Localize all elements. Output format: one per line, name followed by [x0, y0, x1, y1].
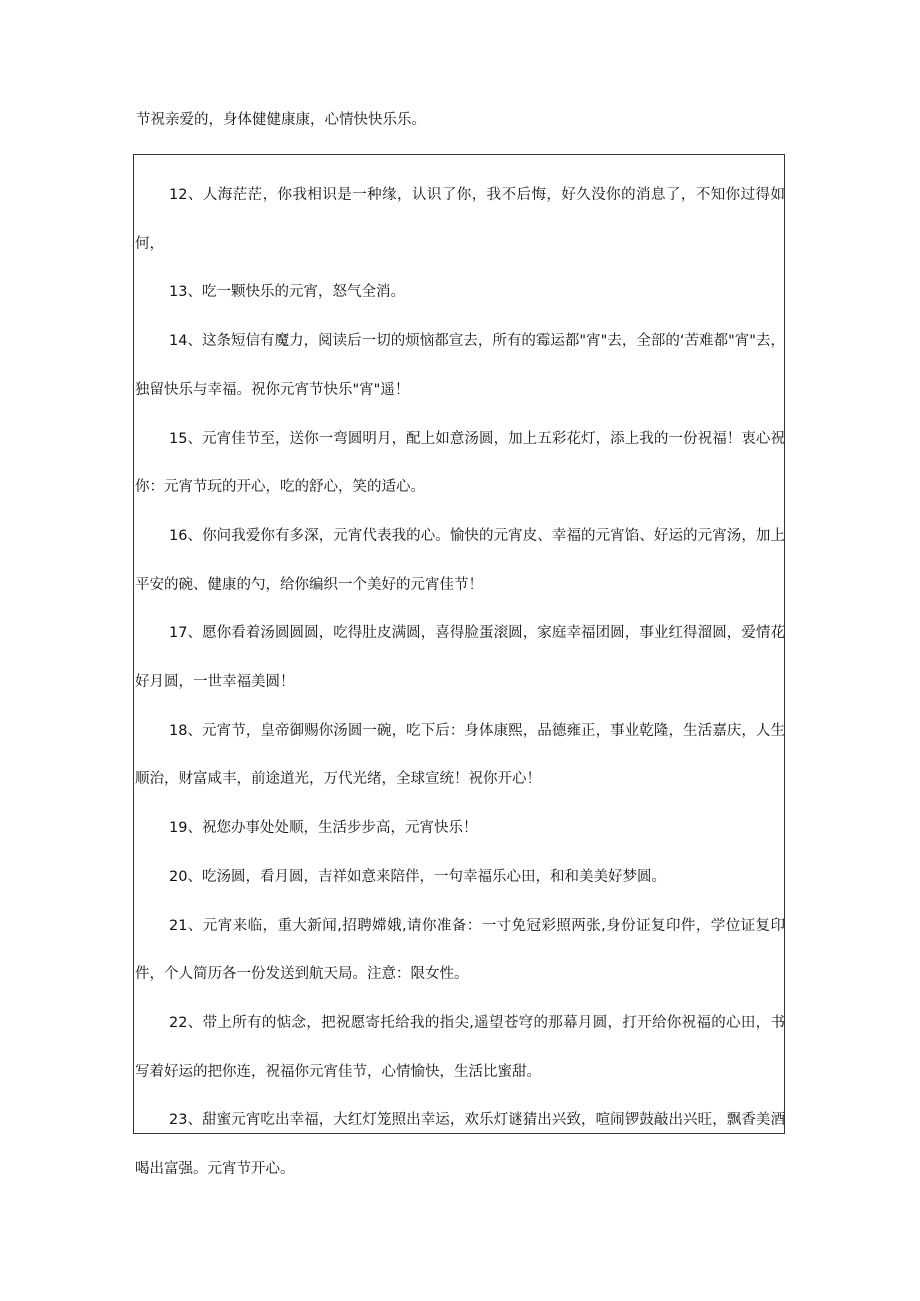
paragraph-13: 13、吃一颗快乐的元宵，怒气全消。 [169, 284, 405, 301]
content-box [133, 154, 785, 1178]
paragraph-list [135, 171, 785, 1194]
paragraph-16: 16、你问我爱你有多深，元宵代表我的心。愉快的元宵皮、幸福的元宵馅、好运的元宵汤，加上平安的碗、健康的勺，给你编织一个美好的元宵佳节！ [135, 527, 785, 593]
paragraph-22: 22、带上所有的惦念，把祝愿寄托给我的指尖,遥望苍穹的那幕月圆，打开给你祝福的心田，书写着好运的把你连，祝福你元宵佳节，心情愉快，生活比蜜甜。 [135, 1014, 785, 1080]
paragraph-21: 21、元宵来临，重大新闻,招聘嫦娥,请你准备：一寸免冠彩照两张,身份证复印件，学位证复印件，个人简历各一份发送到航天局。注意：限女性。 [135, 917, 785, 983]
paragraph-23: 23、甜蜜元宵吃出幸福，大红灯笼照出幸运，欢乐灯谜猜出兴致，喧闹锣鼓敲出兴旺，飘香美酒喝出富强。元宵节开心。 [135, 1112, 785, 1178]
paragraph-19: 19、祝您办事处处顺，生活步步高，元宵快乐！ [169, 820, 478, 837]
leading-text-line: 节祝亲爱的，身体健健康康，心情快快乐乐。 [136, 112, 426, 128]
paragraph-18: 18、元宵节，皇帝御赐你汤圆一碗，吃下后：身体康熙，品德雍正，事业乾隆，生活嘉庆，人生顺治，财富咸丰，前途道光，万代光绪，全球宣统！祝你开心！ [135, 722, 785, 788]
paragraph-12: 12、人海茫茫，你我相识是一种缘，认识了你，我不后悔，好久没你的消息了，不知你过得如何， [135, 187, 785, 252]
paragraph-15: 15、元宵佳节至，送你一弯圆明月，配上如意汤圆，加上五彩花灯，添上我的一份祝福！衷心祝你：元宵节玩的开心，吃的舒心，笑的适心。 [135, 430, 785, 496]
paragraph-20: 20、吃汤圆，看月圆，吉祥如意来陪伴，一句幸福乐心田，和和美美好梦圆。 [169, 868, 666, 885]
paragraph-17: 17、愿你看着汤圆圆圆，吃得肚皮满圆，喜得脸蛋滚圆，家庭幸福团圆，事业红得溜圆，爱情花好月圆，一世幸福美圆！ [135, 625, 785, 691]
paragraph-14: 14、这条短信有魔力，阅读后一切的烦恼都宣去，所有的霉运都"宵"去，全部的‘苦难都"宵"去，独留快乐与幸福。祝你元宵节快乐"宵"遥！ [135, 333, 785, 398]
